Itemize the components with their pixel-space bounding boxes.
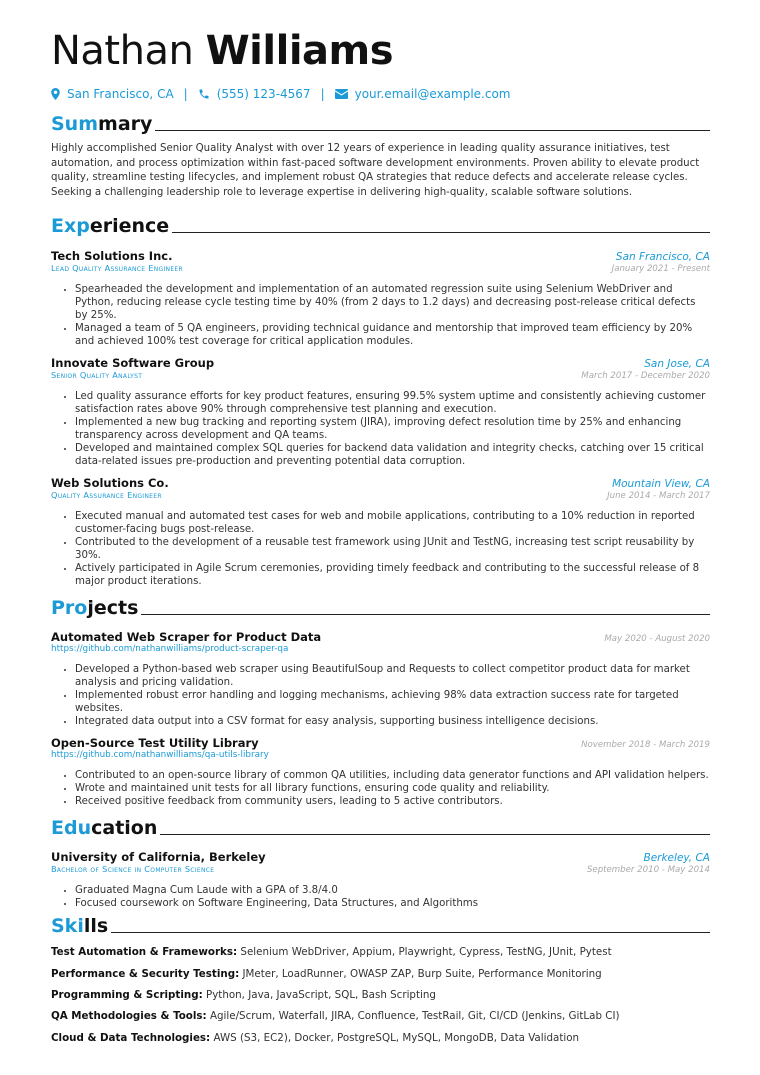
location-text: San Francisco, CA xyxy=(67,87,174,101)
bullet-item: • Spearheaded the development and implementation of an automated regression suite using Selenium WebDriver and Python, reducing release cycle testing time by 40% (from 2 days to 1.2 days) and decreasing post-release critical defects by 25%. xyxy=(75,283,710,322)
bullet-item: • Integrated data output into a CSV format for easy analysis, supporting business intelligence decisions. xyxy=(75,715,710,728)
bullet-list xyxy=(51,283,710,348)
section-title-accent: Ski xyxy=(51,915,84,938)
section-title-accent: Sum xyxy=(51,113,99,135)
section-rule xyxy=(111,932,710,933)
project-entry xyxy=(51,736,710,808)
bullet-item: • Received positive feedback from community users, leading to 5 active contributors. xyxy=(75,795,710,808)
section-title-accent: Edu xyxy=(51,817,92,840)
skill-values: Python, Java, JavaScript, SQL, Bash Scripting xyxy=(205,988,436,1001)
job-title: Lead Quality Assurance Engineer xyxy=(51,263,183,274)
skill-row xyxy=(51,942,710,963)
bullet-item: • Executed manual and automated test cases for web and mobile applications, contributing to a 10% reduction in reported customer-facing bugs post-release. xyxy=(75,510,710,536)
bullet-item: • Developed and maintained complex SQL queries for backend data validation and integrity checks, catching over 15 critical data-related issues pre-production and preventing potential data corruption. xyxy=(75,442,710,468)
experience-entry xyxy=(51,356,710,468)
degree: Bachelor of Science in Computer Science xyxy=(51,864,215,875)
education-section-header xyxy=(51,816,710,840)
bullet-item: • Actively participated in Agile Scrum ceremonies, providing timely feedback and contributing to the successful release of 8 major product iterations. xyxy=(75,562,710,588)
job-dates: June 2014 - March 2017 xyxy=(607,491,710,502)
summary-text: Highly accomplished Senior Quality Analyst with over 12 years of experience in leading quality assurance initiatives, test automation, and process optimization within fast-paced software development environments. Proven ability to elevate product quality, streamline testing lifecycles, and implement robust QA strategies that reduce defects and accelerate release cycles. Seeking a challenging leadership role to leverage expertise in delivering high-quality, scalable software solutions. xyxy=(51,143,700,198)
section-title-rest: mary xyxy=(98,113,153,135)
phone-icon xyxy=(198,88,210,100)
candidate-name xyxy=(51,28,710,74)
job-title: Quality Assurance Engineer xyxy=(51,490,162,501)
education-entry xyxy=(51,850,710,910)
projects-section-header xyxy=(51,596,710,620)
last-name: Williams xyxy=(205,28,394,74)
first-name: Nathan xyxy=(51,28,194,74)
section-title-accent: Exp xyxy=(51,215,90,238)
company-name: Web Solutions Co. xyxy=(51,476,169,491)
section-title-rest: cation xyxy=(91,817,158,840)
summary-section-header xyxy=(51,112,710,136)
project-link[interactable]: https://github.com/nathanwilliams/qa-utils-library xyxy=(51,750,269,761)
section-title-rest: erience xyxy=(89,215,170,238)
section-rule xyxy=(172,232,710,233)
skill-row xyxy=(51,1028,710,1049)
contact-email[interactable] xyxy=(335,87,511,101)
contact-bar xyxy=(51,86,710,102)
bullet-item: • Graduated Magna Cum Laude with a GPA of 3.8/4.0 xyxy=(75,884,710,897)
skill-category: Programming & Scripting: xyxy=(51,988,203,1001)
email-text: your.email@example.com xyxy=(354,87,511,101)
bullet-item: • Contributed to the development of a reusable test framework using JUnit and TestNG, increasing test script reusability by 30%. xyxy=(75,536,710,562)
bullet-item: • Contributed to an open-source library of common QA utilities, including data generator functions and API validation helpers. xyxy=(75,769,710,782)
job-title: Senior Quality Analyst xyxy=(51,370,143,381)
envelope-icon xyxy=(335,89,348,99)
job-dates: March 2017 - December 2020 xyxy=(581,371,710,382)
skills-section-header xyxy=(51,914,710,938)
section-rule xyxy=(160,834,710,835)
section-rule xyxy=(155,130,710,131)
section-title xyxy=(51,914,108,938)
project-link[interactable]: https://github.com/nathanwilliams/product-scraper-qa xyxy=(51,644,289,655)
section-title-rest: jects xyxy=(87,597,139,620)
project-dates: May 2020 - August 2020 xyxy=(604,634,710,645)
bullet-list xyxy=(51,390,710,468)
map-marker-icon xyxy=(51,88,60,100)
resume-page xyxy=(51,28,710,1049)
bullet-list xyxy=(51,769,710,808)
bullet-list xyxy=(51,884,710,910)
job-location: Mountain View, CA xyxy=(612,478,710,491)
skill-category: QA Methodologies & Tools: xyxy=(51,1010,207,1023)
education-dates: September 2010 - May 2014 xyxy=(586,865,710,876)
section-title-rest: lls xyxy=(83,915,109,938)
bullet-list xyxy=(51,663,710,728)
skill-values: AWS (S3, EC2), Docker, PostgreSQL, MySQL, MongoDB, Data Validation xyxy=(213,1031,580,1044)
skill-category: Cloud & Data Technologies: xyxy=(51,1031,211,1044)
bullet-item: • Wrote and maintained unit tests for all library functions, ensuring code quality and reliability. xyxy=(75,782,710,795)
section-title xyxy=(51,596,138,620)
bullet-item: • Implemented a new bug tracking and reporting system (JIRA), improving defect resolution time by 25% and enhancing transparency across development and QA teams. xyxy=(75,416,710,442)
section-title xyxy=(51,112,152,136)
section-title xyxy=(51,214,169,238)
company-name: Tech Solutions Inc. xyxy=(51,249,173,264)
bullet-item: • Managed a team of 5 QA engineers, providing technical guidance and mentorship that improved team efficiency by 20% and achieved 100% test coverage for critical application modules. xyxy=(75,322,710,348)
skill-category: Test Automation & Frameworks: xyxy=(51,946,238,959)
bullet-list xyxy=(51,510,710,588)
section-rule xyxy=(141,614,710,615)
job-location: San Francisco, CA xyxy=(615,251,710,264)
project-entry xyxy=(51,630,710,728)
project-dates: November 2018 - March 2019 xyxy=(581,740,710,751)
skill-values: Agile/Scrum, Waterfall, JIRA, Confluence, TestRail, Git, CI/CD (Jenkins, GitLab CI) xyxy=(209,1010,620,1023)
bullet-item: • Implemented robust error handling and logging mechanisms, achieving 98% data extraction success rate for targeted websites. xyxy=(75,689,710,715)
contact-separator: | xyxy=(183,87,188,101)
section-title xyxy=(51,816,157,840)
experience-entry xyxy=(51,249,710,348)
experience-entry xyxy=(51,476,710,588)
contact-separator: | xyxy=(320,87,325,101)
school-location: Berkeley, CA xyxy=(643,852,710,865)
skill-values: Selenium WebDriver, Appium, Playwright, Cypress, TestNG, JUnit, Pytest xyxy=(240,946,612,959)
section-title-accent: Pro xyxy=(51,597,88,620)
phone-text: (555) 123-4567 xyxy=(216,87,311,101)
bullet-item: • Led quality assurance efforts for key product features, ensuring 99.5% system uptime and consistently achieving customer satisfaction rates above 90% through comprehensive test planning and execution. xyxy=(75,390,710,416)
company-name: Innovate Software Group xyxy=(51,356,215,371)
skills-list xyxy=(51,942,710,1048)
skill-values: JMeter, LoadRunner, OWASP ZAP, Burp Suite, Performance Monitoring xyxy=(242,967,602,980)
skill-row xyxy=(51,985,710,1006)
school-name: University of California, Berkeley xyxy=(51,850,266,865)
project-name: Open-Source Test Utility Library xyxy=(51,736,259,751)
skill-category: Performance & Security Testing: xyxy=(51,967,240,980)
job-location: San Jose, CA xyxy=(644,358,710,371)
contact-phone[interactable] xyxy=(198,87,311,101)
experience-section-header xyxy=(51,214,710,238)
job-dates: January 2021 - Present xyxy=(611,264,710,275)
bullet-item: • Focused coursework on Software Engineering, Data Structures, and Algorithms xyxy=(75,897,710,910)
skill-row xyxy=(51,1006,710,1027)
contact-location xyxy=(51,87,174,101)
bullet-item: • Developed a Python-based web scraper using BeautifulSoup and Requests to collect competitor product data for market analysis and pricing validation. xyxy=(75,663,710,689)
project-name: Automated Web Scraper for Product Data xyxy=(51,630,322,645)
skill-row xyxy=(51,964,710,985)
